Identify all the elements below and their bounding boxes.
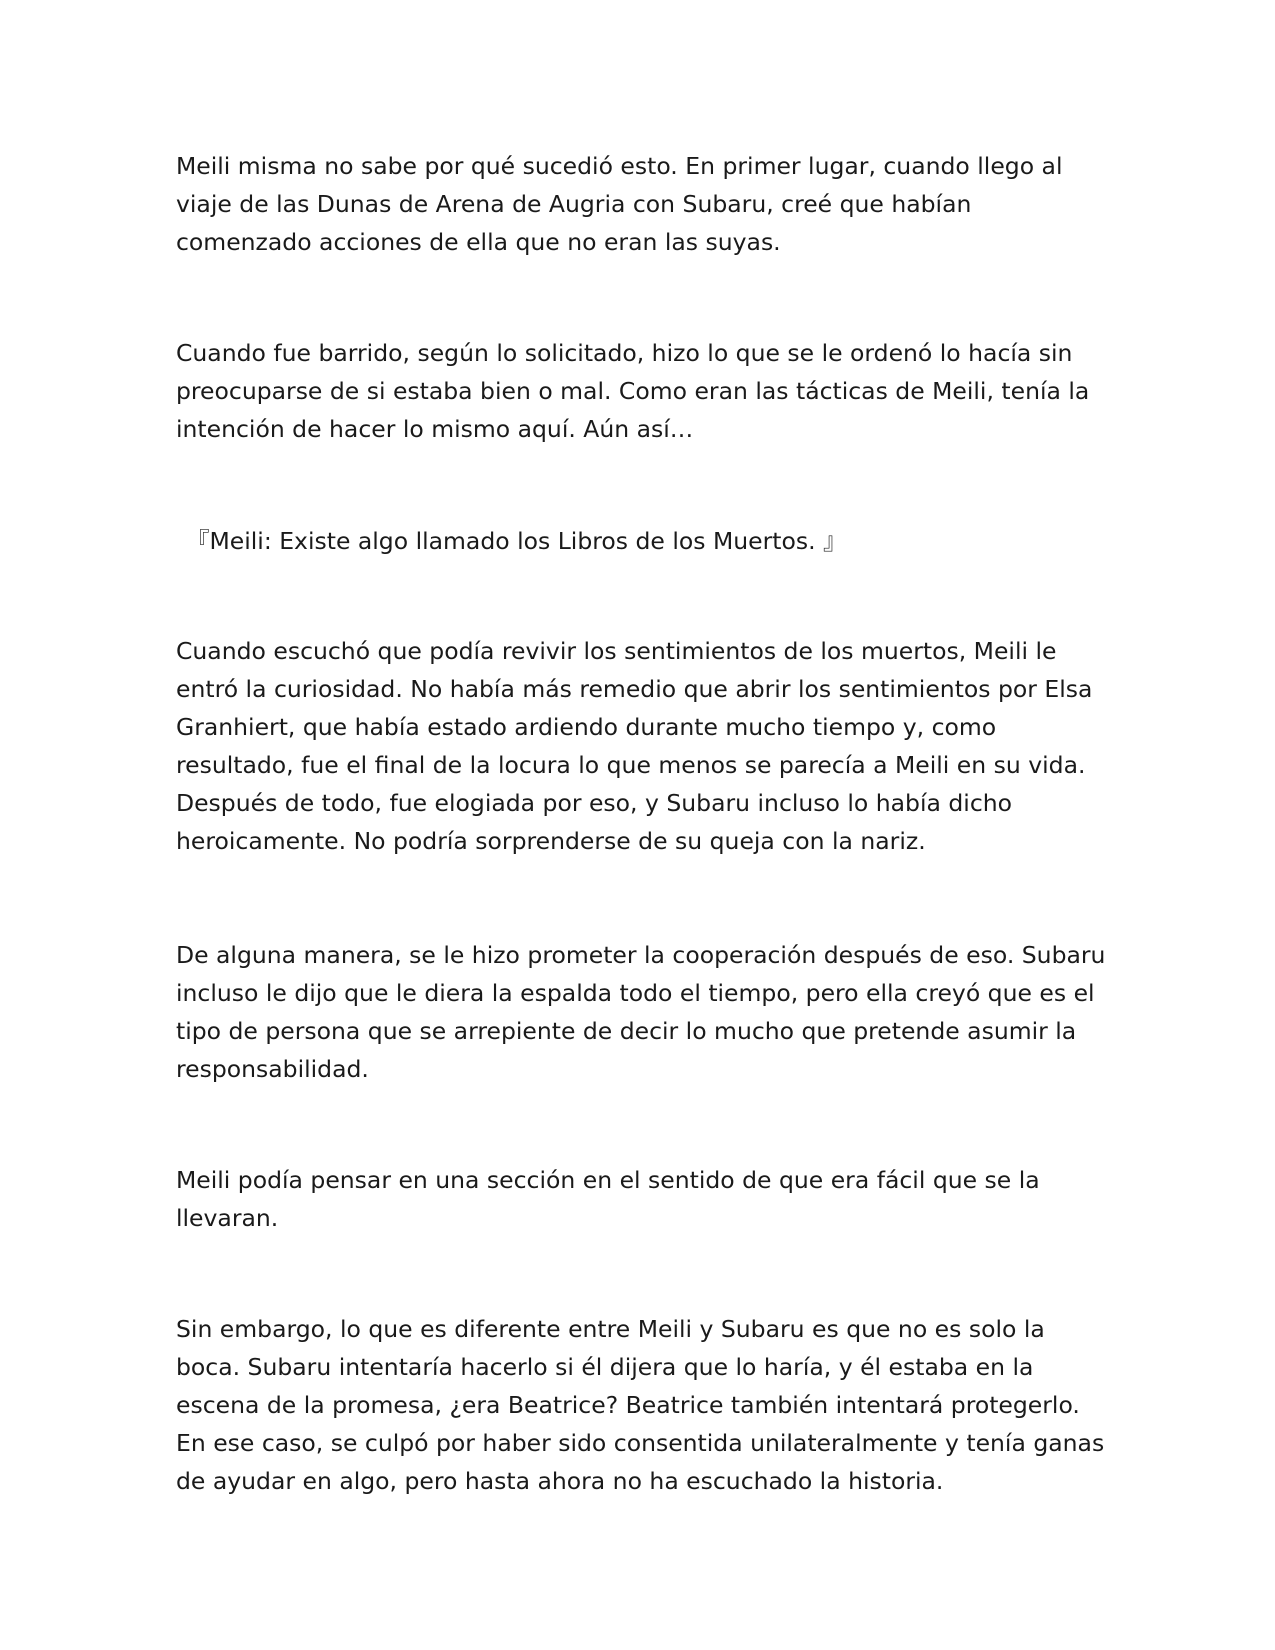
- paragraph-6: Meili podía pensar en una sección en el sentido de que era fácil que se la llevaran.: [176, 1166, 1040, 1232]
- paragraph-2: Cuando fue barrido, según lo solicitado, hizo lo que se le ordenó lo hacía sin preocuparse de si estaba bien o mal. Como eran las tácticas de Meili, tenía la intención de hacer lo mismo aquí. Aún así…: [176, 339, 1090, 443]
- paragraph-1: Meili misma no sabe por qué sucedió esto. En primer lugar, cuando llego al viaje de las Dunas de Arena de Augria con Subaru, creé que habían comenzado acciones de ella que no eran las suyas.: [176, 152, 1063, 256]
- paragraph-5: De alguna manera, se le hizo prometer la cooperación después de eso. Subaru incluso le dijo que le diera la espalda todo el tiempo, pero ella creyó que es el tipo de persona que se arrepiente de decir lo mucho que pretende asumir la responsabilidad.: [176, 941, 1106, 1083]
- paragraph-4: Cuando escuchó que podía revivir los sentimientos de los muertos, Meili le entró la curiosidad. No había más remedio que abrir los sentimientos por Elsa Granhiert, que había estado ardiendo durante mucho tiempo y, como resultado, fue el final de la locura lo que menos se parecía a Meili en su vida. Después de todo, fue elogiada por eso, y Subaru incluso lo había dicho heroicamente. No podría sorprenderse de su queja con la nariz.: [176, 637, 1093, 855]
- dialogue-line: 『Meili: Existe algo llamado los Libros de los Muertos. 』: [186, 527, 847, 555]
- paragraph-7: Sin embargo, lo que es diferente entre Meili y Subaru es que no es solo la boca. Subaru intentaría hacerlo si él dijera que lo haría, y él estaba en la escena de la promesa, ¿era Beatrice? Beatrice también intentará protegerlo. En ese caso, se culpó por haber sido consentida unilateralmente y tenía ganas de ayudar en algo, pero hasta ahora no ha escuchado la historia.: [176, 1315, 1105, 1495]
